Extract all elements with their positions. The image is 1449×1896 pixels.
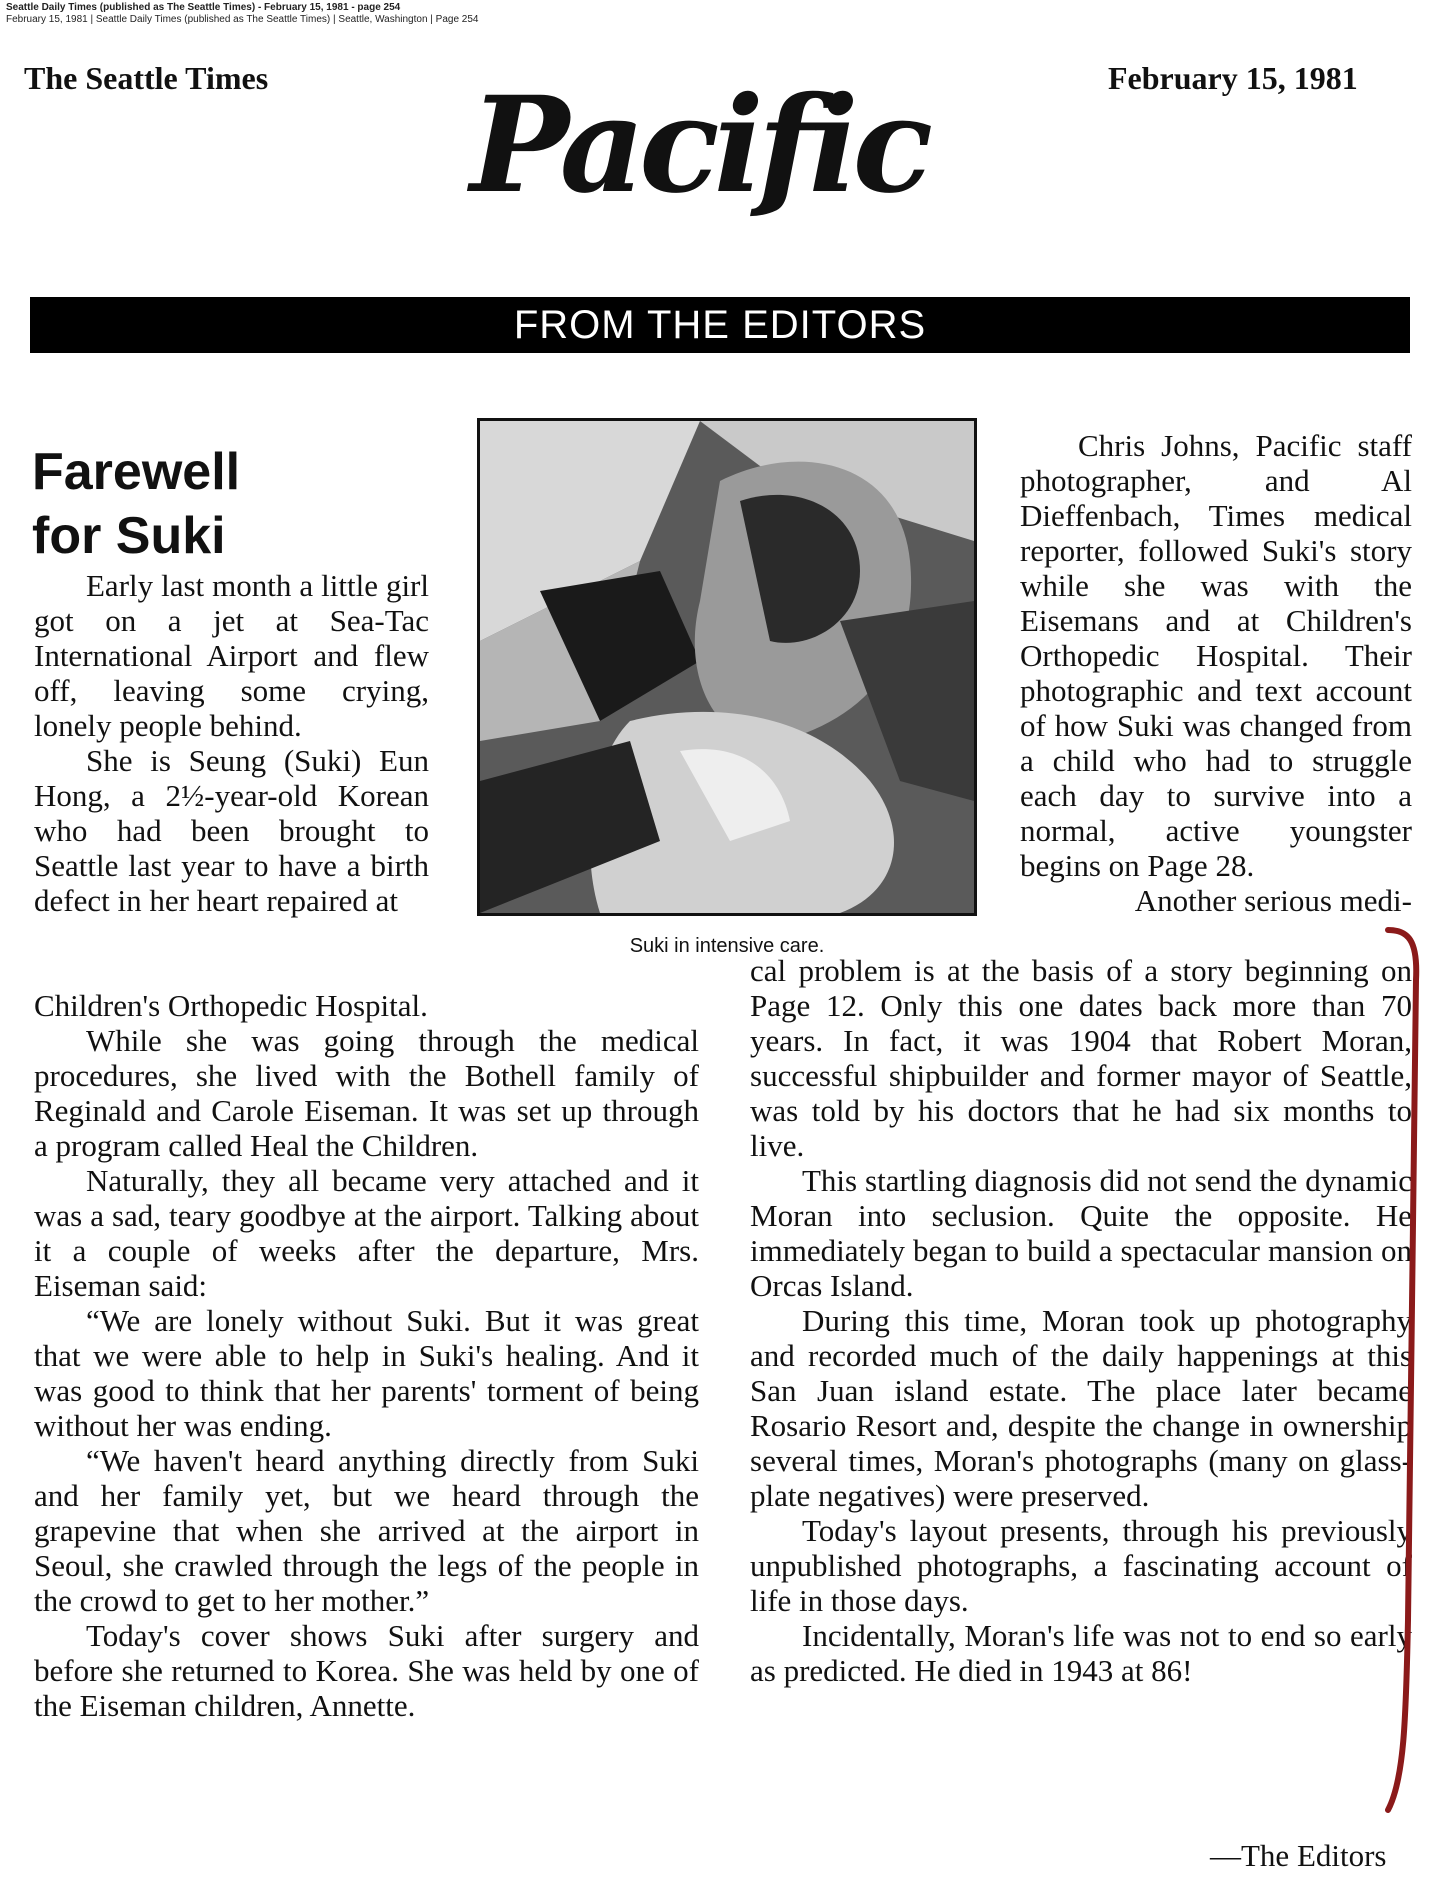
paragraph: Early last month a little girl got on a jet at Sea-Tac International Airport and flew off, leaving some crying, lonely people behind. xyxy=(34,568,429,743)
issue-date: February 15, 1981 xyxy=(1108,60,1358,96)
headline-line-1: Farewell xyxy=(32,443,241,501)
column-left-upper xyxy=(34,568,429,918)
photo-image xyxy=(480,421,974,913)
section-banner: FROM THE EDITORS xyxy=(30,297,1410,353)
column-right-lower xyxy=(750,953,1412,1688)
paragraph-start: Another serious medi- xyxy=(1134,883,1412,918)
headline-line-2: for Suki xyxy=(32,507,226,565)
paragraph: Chris Johns, Pacific staff photographer, and Al Dieffenbach, Times medical reporter, followed Suki's story while she was with the Eisemans and at Children's Orthopedic Hospital. Their photographic and text account of how Suki was changed from a child who had to struggle each day to survive into a normal, active youngster begins on Page 28. xyxy=(1020,428,1412,883)
column-left-lower-text xyxy=(34,988,699,1723)
suki-photo xyxy=(477,418,977,916)
paragraph: She is Seung (Suki) Eun Hong, a 2½-year-old Korean who had been brought to Seattle last year to have a birth defect in her heart repaired at xyxy=(34,743,429,918)
paragraph: This startling diagnosis did not send the dynamic Moran into seclusion. Quite the opposite. He immediately began to build a spectacular mansion on Orcas Island. xyxy=(750,1163,1412,1303)
archive-metadata xyxy=(6,2,479,26)
headline xyxy=(32,440,432,568)
photo-caption: Suki in intensive care. xyxy=(629,935,825,957)
red-bracket-mark xyxy=(1378,920,1438,1820)
paragraph: “We are lonely without Suki. But it was great that we were able to help in Suki's healing. And it was good to think that her parents' torment of being without her was ending. xyxy=(34,1303,699,1443)
publication-name: The Seattle Times xyxy=(24,60,269,96)
paragraph: Today's cover shows Suki after surgery and before she returned to Korea. She was held by one of the Eiseman children, Annette. xyxy=(34,1618,699,1723)
signature: —The Editors xyxy=(1210,1838,1387,1873)
paragraph: Today's layout presents, through his previously unpublished photographs, a fascinating account of life in those days. xyxy=(750,1513,1412,1618)
archive-subtitle: February 15, 1981 | Seattle Daily Times (published as The Seattle Times) | Seattle, Washington | Page 254 xyxy=(6,14,479,25)
paragraph: While she was going through the medical procedures, she lived with the Bothell family of Reginald and Carole Eiseman. It was set up through a program called Heal the Children. xyxy=(34,1023,699,1163)
paragraph: Naturally, they all became very attached and it was a sad, teary goodbye at the airport. Talking about it a couple of weeks after the departure, Mrs. Eiseman said: xyxy=(34,1163,699,1303)
paragraph: “We haven't heard anything directly from Suki and her family yet, but we heard through the grapevine that when she arrived at the airport in Seoul, she crawled through the legs of the people in the crowd to get to her mother.” xyxy=(34,1443,699,1618)
paragraph: During this time, Moran took up photography and recorded much of the daily happenings at this San Juan island estate. The place later became Rosario Resort and, despite the change in ownership several times, Moran's photographs (many on glass-plate negatives) were preserved. xyxy=(750,1303,1412,1513)
column-right-upper xyxy=(1020,428,1412,918)
pacific-logo: Pacific xyxy=(470,68,928,223)
paragraph-continued: Children's Orthopedic Hospital. xyxy=(34,988,428,1023)
archive-title: Seattle Daily Times (published as The Seattle Times) - February 15, 1981 - page 254 xyxy=(6,2,401,13)
paragraph-continued: cal problem is at the basis of a story beginning on Page 12. Only this one dates back more than 70 years. In fact, it was 1904 that Robert Moran, successful shipbuilder and former mayor of Seattle, was told by his doctors that he had six months to live. xyxy=(750,953,1412,1163)
paragraph: Incidentally, Moran's life was not to end so early as predicted. He died in 1943 at 86! xyxy=(750,1618,1412,1688)
